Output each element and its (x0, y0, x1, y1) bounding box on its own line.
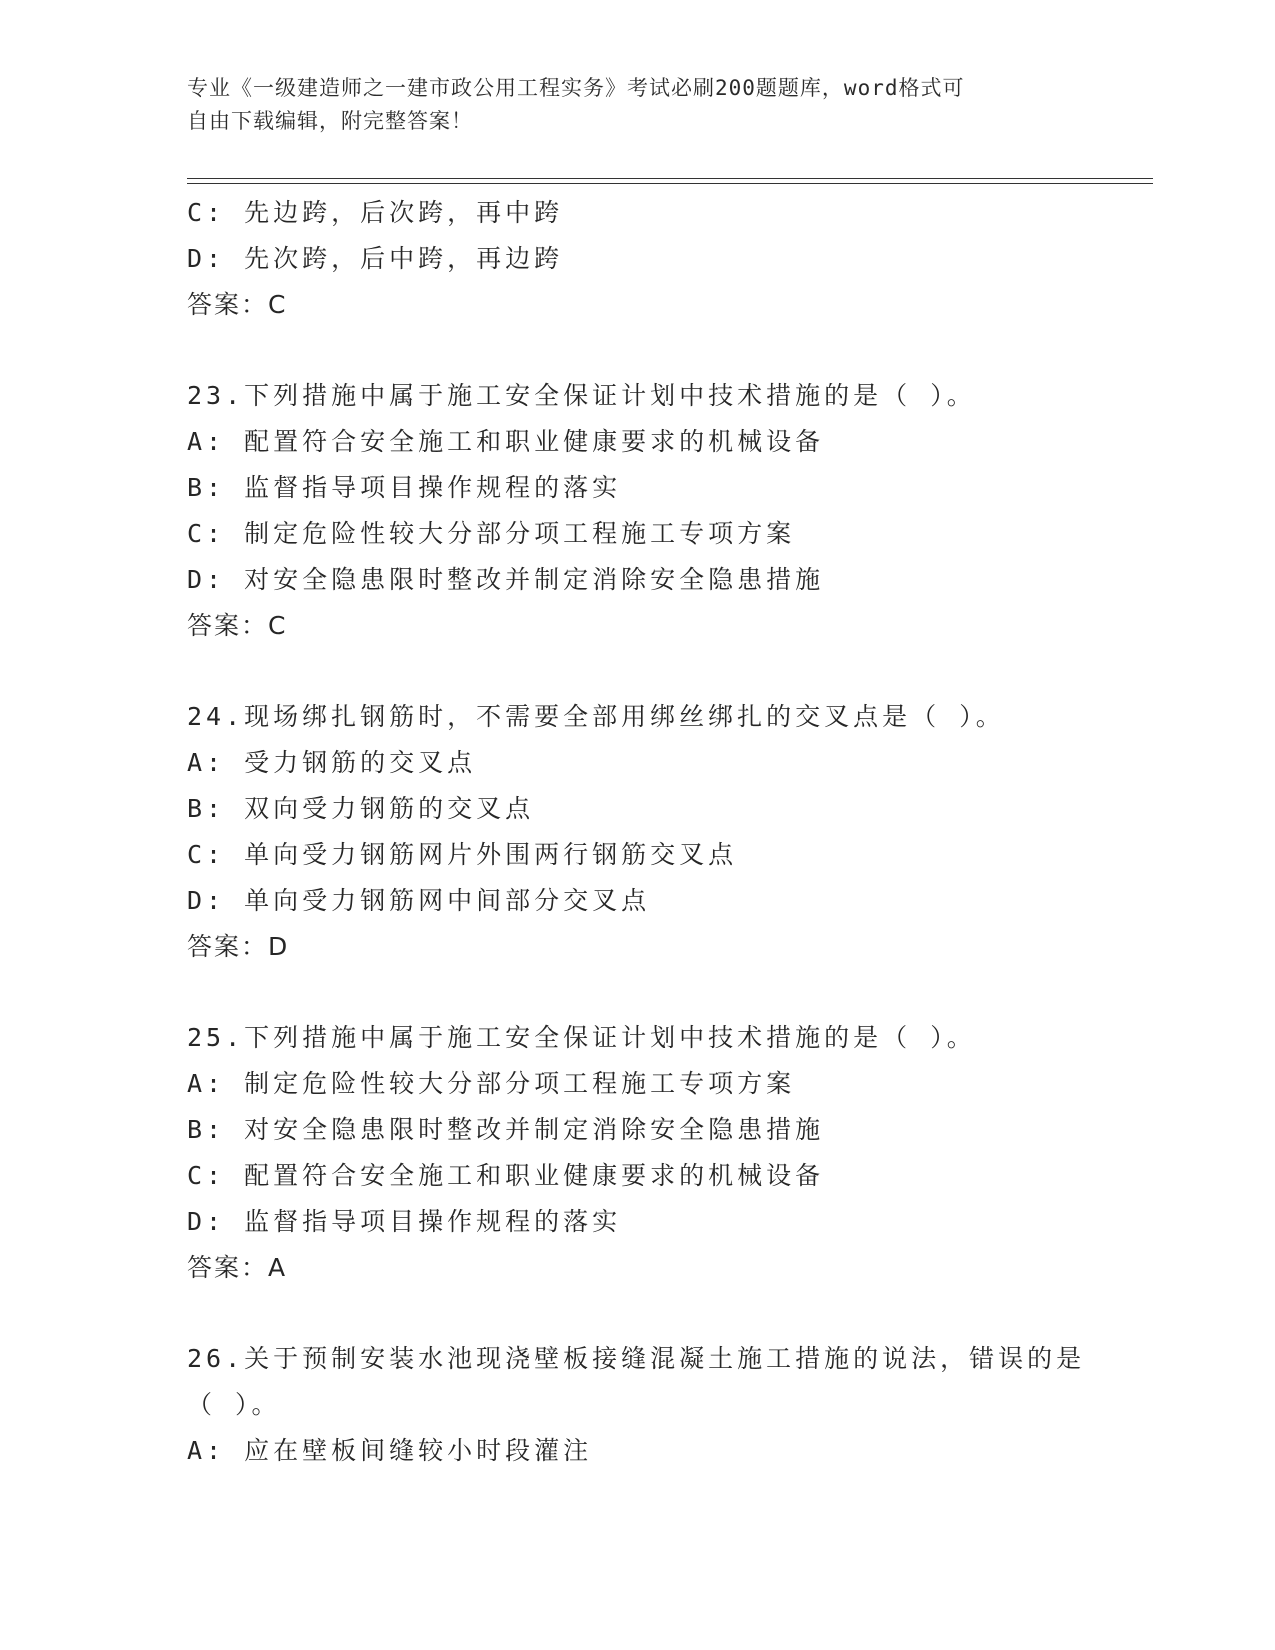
question-stem: 26.关于预制安装水池现浇壁板接缝混凝土施工措施的说法，错误的是 (187, 1344, 1086, 1373)
option-b: B: 监督指导项目操作规程的落实 (187, 473, 622, 502)
question-stem-continued: （ ）。 (187, 1390, 281, 1419)
option-a: A: 制定危险性较大分部分项工程施工专项方案 (187, 1069, 796, 1098)
header-divider-top (187, 178, 1153, 179)
option-c: C: 制定危险性较大分部分项工程施工专项方案 (187, 519, 796, 548)
question-23 (187, 373, 1147, 649)
option-a: A: 应在壁板间缝较小时段灌注 (187, 1436, 593, 1465)
question-stem: 23.下列措施中属于施工安全保证计划中技术措施的是（ ）。 (187, 381, 976, 410)
answer-line: 答案：C (187, 290, 288, 319)
option-d: D: 先次跨，后中跨，再边跨 (187, 244, 564, 273)
question-24 (187, 694, 1147, 970)
question-stem: 24.现场绑扎钢筋时，不需要全部用绑丝绑扎的交叉点是（ ）。 (187, 702, 1005, 731)
header-line-2: 自由下载编辑，附完整答案！ (187, 109, 473, 133)
option-a: A: 配置符合安全施工和职业健康要求的机械设备 (187, 427, 825, 456)
spacer (187, 1291, 1147, 1336)
option-d: D: 对安全隐患限时整改并制定消除安全隐患措施 (187, 565, 825, 594)
question-22-continued (187, 190, 1147, 328)
option-c: C: 先边跨，后次跨，再中跨 (187, 198, 564, 227)
spacer (187, 649, 1147, 694)
answer-line: 答案：D (187, 932, 290, 961)
option-d: D: 单向受力钢筋网中间部分交叉点 (187, 886, 651, 915)
option-c: C: 配置符合安全施工和职业健康要求的机械设备 (187, 1161, 825, 1190)
question-26 (187, 1336, 1147, 1474)
question-stem: 25.下列措施中属于施工安全保证计划中技术措施的是（ ）。 (187, 1023, 976, 1052)
spacer (187, 328, 1147, 373)
question-list (187, 190, 1147, 1474)
question-25 (187, 1015, 1147, 1291)
option-d: D: 监督指导项目操作规程的落实 (187, 1207, 622, 1236)
header-divider-bottom (187, 183, 1153, 184)
document-header (187, 72, 1087, 138)
header-line-1: 专业《一级建造师之一建市政公用工程实务》考试必刷200题题库，word格式可 (187, 76, 965, 100)
option-b: B: 对安全隐患限时整改并制定消除安全隐患措施 (187, 1115, 825, 1144)
answer-line: 答案：C (187, 611, 288, 640)
spacer (187, 970, 1147, 1015)
option-b: B: 双向受力钢筋的交叉点 (187, 794, 535, 823)
option-a: A: 受力钢筋的交叉点 (187, 748, 477, 777)
answer-line: 答案：A (187, 1253, 288, 1282)
option-c: C: 单向受力钢筋网片外围两行钢筋交叉点 (187, 840, 738, 869)
